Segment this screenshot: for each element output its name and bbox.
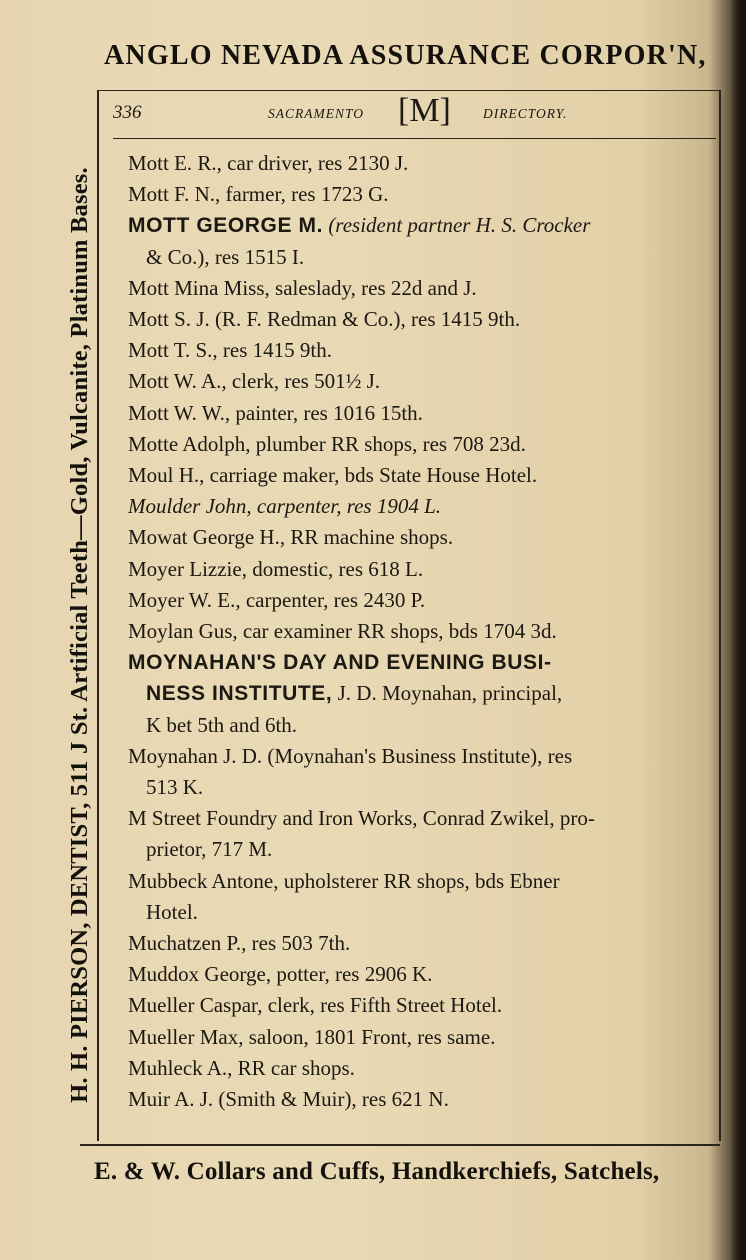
entry-text: Moynahan J. D. (Moynahan's Business Institute), res	[128, 743, 573, 768]
directory-entry	[118, 335, 714, 366]
entry-text: Mueller Caspar, clerk, res Fifth Street Hotel.	[128, 993, 503, 1018]
entry-text: Muchatzen P., res 503 7th.	[128, 931, 351, 956]
entry-text: Muhleck A., RR car shops.	[128, 1055, 355, 1080]
entry-text: (resident partner H. S. Crocker	[323, 213, 591, 238]
header-letter: [M]	[398, 92, 451, 129]
entry-continuation: 513 K.	[146, 775, 204, 800]
entry-text: Muir A. J. (Smith & Muir), res 621 N.	[128, 1087, 449, 1112]
directory-entry	[118, 647, 714, 741]
directory-entry	[118, 1022, 714, 1053]
directory-entry	[118, 210, 714, 272]
entry-text: Moyer Lizzie, domestic, res 618 L.	[128, 556, 424, 581]
entry-text: J. D. Moynahan, principal,	[332, 681, 563, 706]
directory-entry	[118, 273, 714, 304]
directory-entry	[118, 990, 714, 1021]
directory-entry	[118, 1084, 714, 1115]
entry-bold-name: MOYNAHAN'S DAY AND EVENING BUSI-	[128, 651, 552, 675]
entry-text: Mueller Max, saloon, 1801 Front, res same.	[128, 1024, 496, 1049]
entry-text: Mott Mina Miss, saleslady, res 22d and J.	[128, 275, 477, 300]
entry-text: Moylan Gus, car examiner RR shops, bds 1704 3d.	[128, 619, 557, 644]
entry-text: Moyer W. E., carpenter, res 2430 P.	[128, 587, 426, 612]
entry-text: Mubbeck Antone, upholsterer RR shops, bds Ebner	[128, 868, 560, 893]
directory-entry	[118, 585, 714, 616]
entry-text: M Street Foundry and Iron Works, Conrad Zwikel, pro-	[128, 806, 595, 831]
directory-entry	[118, 366, 714, 397]
entry-text: Mott W. A., clerk, res 501½ J.	[128, 369, 380, 394]
entry-text: Muddox George, potter, res 2906 K.	[128, 962, 433, 987]
directory-entries	[118, 148, 714, 1115]
entry-text: Mott F. N., farmer, res 1723 G.	[128, 182, 389, 207]
directory-entry	[118, 522, 714, 553]
header-city: SACRAMENTO	[268, 106, 365, 121]
directory-entry	[118, 866, 714, 928]
directory-entry	[118, 460, 714, 491]
entry-continuation: prietor, 717 M.	[146, 837, 273, 862]
directory-entry	[118, 959, 714, 990]
entry-text: Mott T. S., res 1415 9th.	[128, 338, 332, 363]
directory-entry	[118, 398, 714, 429]
directory-entry	[118, 554, 714, 585]
entry-text: Mott E. R., car driver, res 2130 J.	[128, 151, 409, 175]
directory-entry	[118, 616, 714, 647]
entry-text: Moul H., carriage maker, bds State House Hotel.	[128, 463, 538, 488]
entry-text: Mowat George H., RR machine shops.	[128, 525, 454, 550]
page-header	[113, 92, 713, 132]
entry-bold-name: NESS INSTITUTE,	[146, 682, 333, 706]
entry-text: Motte Adolph, plumber RR shops, res 708 23d.	[128, 431, 526, 456]
entry-continuation: & Co.), res 1515 I.	[146, 244, 305, 269]
binding-shadow	[730, 0, 746, 1260]
top-advertisement: ANGLO NEVADA ASSURANCE CORPOR'N,	[104, 40, 707, 71]
bottom-rule	[80, 1144, 720, 1146]
directory-entry	[118, 491, 714, 522]
directory-entry	[118, 148, 714, 179]
entry-text: Mott W. W., painter, res 1016 15th.	[128, 400, 423, 425]
header-rule	[113, 138, 716, 139]
entry-continuation: Hotel.	[146, 899, 198, 924]
bottom-advertisement: E. & W. Collars and Cuffs, Handkerchiefs, Satchels,	[94, 1158, 660, 1185]
directory-entry	[118, 741, 714, 803]
directory-entry	[118, 304, 714, 335]
directory-entry	[118, 803, 714, 865]
entry-continuation: K bet 5th and 6th.	[146, 712, 298, 737]
directory-entry	[118, 429, 714, 460]
entry-text: Moulder John, carpenter, res 1904 L.	[128, 494, 442, 519]
page-number: 336	[113, 102, 142, 123]
entry-bold-name: MOTT GEORGE M.	[128, 214, 324, 238]
directory-entry	[118, 1053, 714, 1084]
side-advertisement: H. H. PIERSON, DENTIST, 511 J St. Artificial Teeth—Gold, Vulcanite, Platinum Bases.	[66, 167, 93, 1103]
header-directory: DIRECTORY.	[483, 106, 568, 121]
directory-entry	[118, 179, 714, 210]
entry-text: Mott S. J. (R. F. Redman & Co.), res 1415 9th.	[128, 307, 521, 332]
directory-entry	[118, 928, 714, 959]
